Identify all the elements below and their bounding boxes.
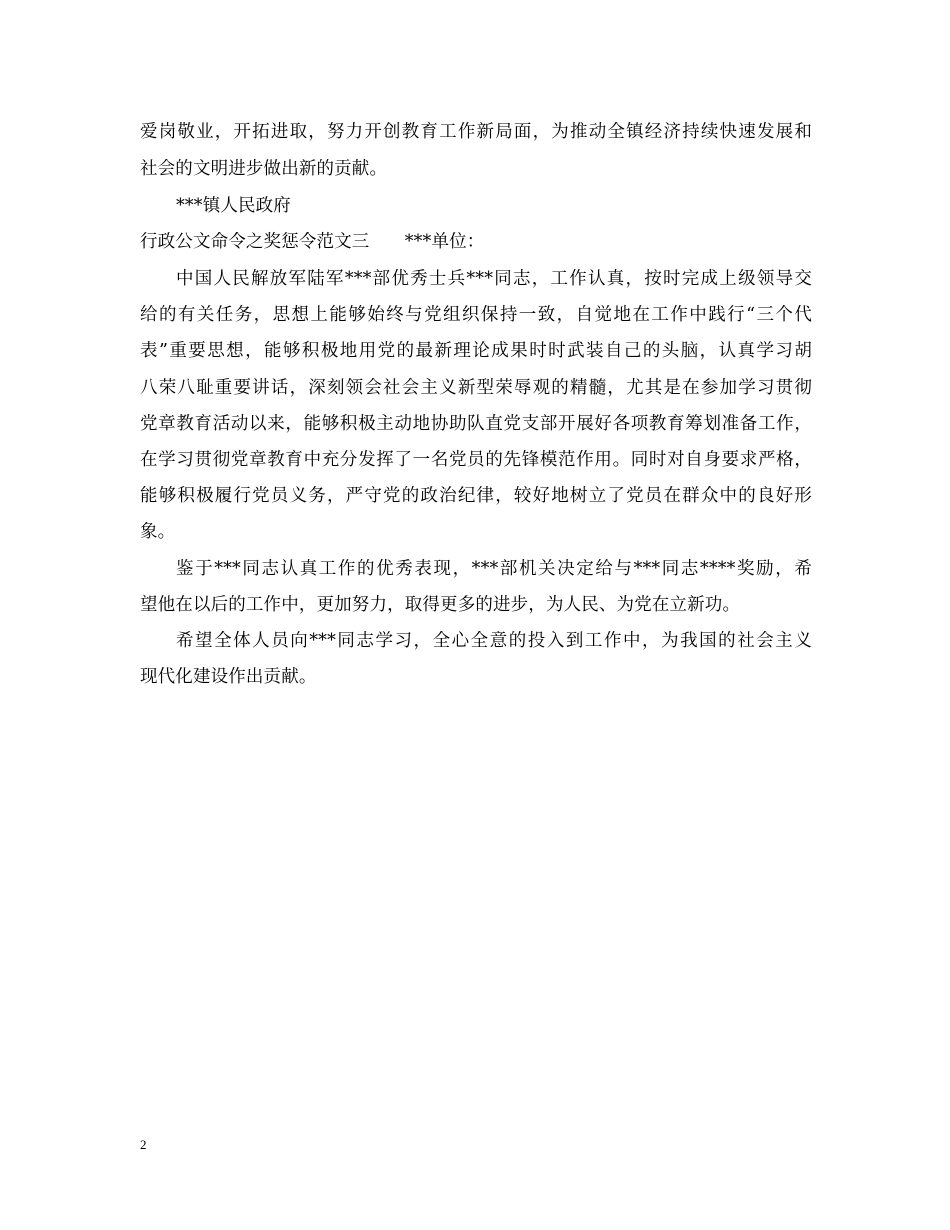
body-text-line: 表”重要思想，能够积极地用党的最新理论成果时时武装自己的头脑，认真学习胡 — [140, 341, 812, 361]
body-text-line: 党章教育活动以来，能够积极主动地协助队直党支部开展好各项教育筹划准备工作， — [140, 414, 812, 434]
body-text-line: 社会的文明进步做出新的贡献。 — [140, 159, 388, 179]
body-text-line: 希望全体人员向***同志学习，全心全意的投入到工作中，为我国的社会主义 — [176, 631, 812, 651]
body-text-line: 爱岗敬业，开拓进取，努力开创教育工作新局面，为推动全镇经济持续快速发展和 — [140, 122, 812, 142]
body-text-line: 中国人民解放军陆军***部优秀士兵***同志，工作认真，按时完成上级领导交 — [176, 269, 812, 289]
section-heading: 行政公文命令之奖惩令范文三 ***单位： — [140, 232, 485, 252]
body-text-line: 八荣八耻重要讲话，深刻领会社会主义新型荣辱观的精髓，尤其是在参加学习贯彻 — [140, 378, 812, 398]
page-number: 2 — [140, 1137, 147, 1152]
body-text-line: 在学习贯彻党章教育中充分发挥了一名党员的先锋模范作用。同时对自身要求严格， — [140, 450, 812, 470]
body-text-line: 望他在以后的工作中，更加努力，取得更多的进步，为人民、为党在立新功。 — [140, 595, 741, 615]
body-text-line: 现代化建设作出贡献。 — [140, 667, 317, 687]
body-text-line: 象。 — [140, 522, 176, 542]
body-text-line: 能够积极履行党员义务，严守党的政治纪律，较好地树立了党员在群众中的良好形 — [140, 486, 812, 506]
body-text-line: 鉴于***同志认真工作的优秀表现，***部机关决定给与***同志****奖励，希 — [176, 559, 812, 579]
signature-line: ***镇人民政府 — [176, 196, 291, 216]
body-text-line: 给的有关任务，思想上能够始终与党组织保持一致，自觉地在工作中践行“三个代 — [140, 305, 812, 325]
